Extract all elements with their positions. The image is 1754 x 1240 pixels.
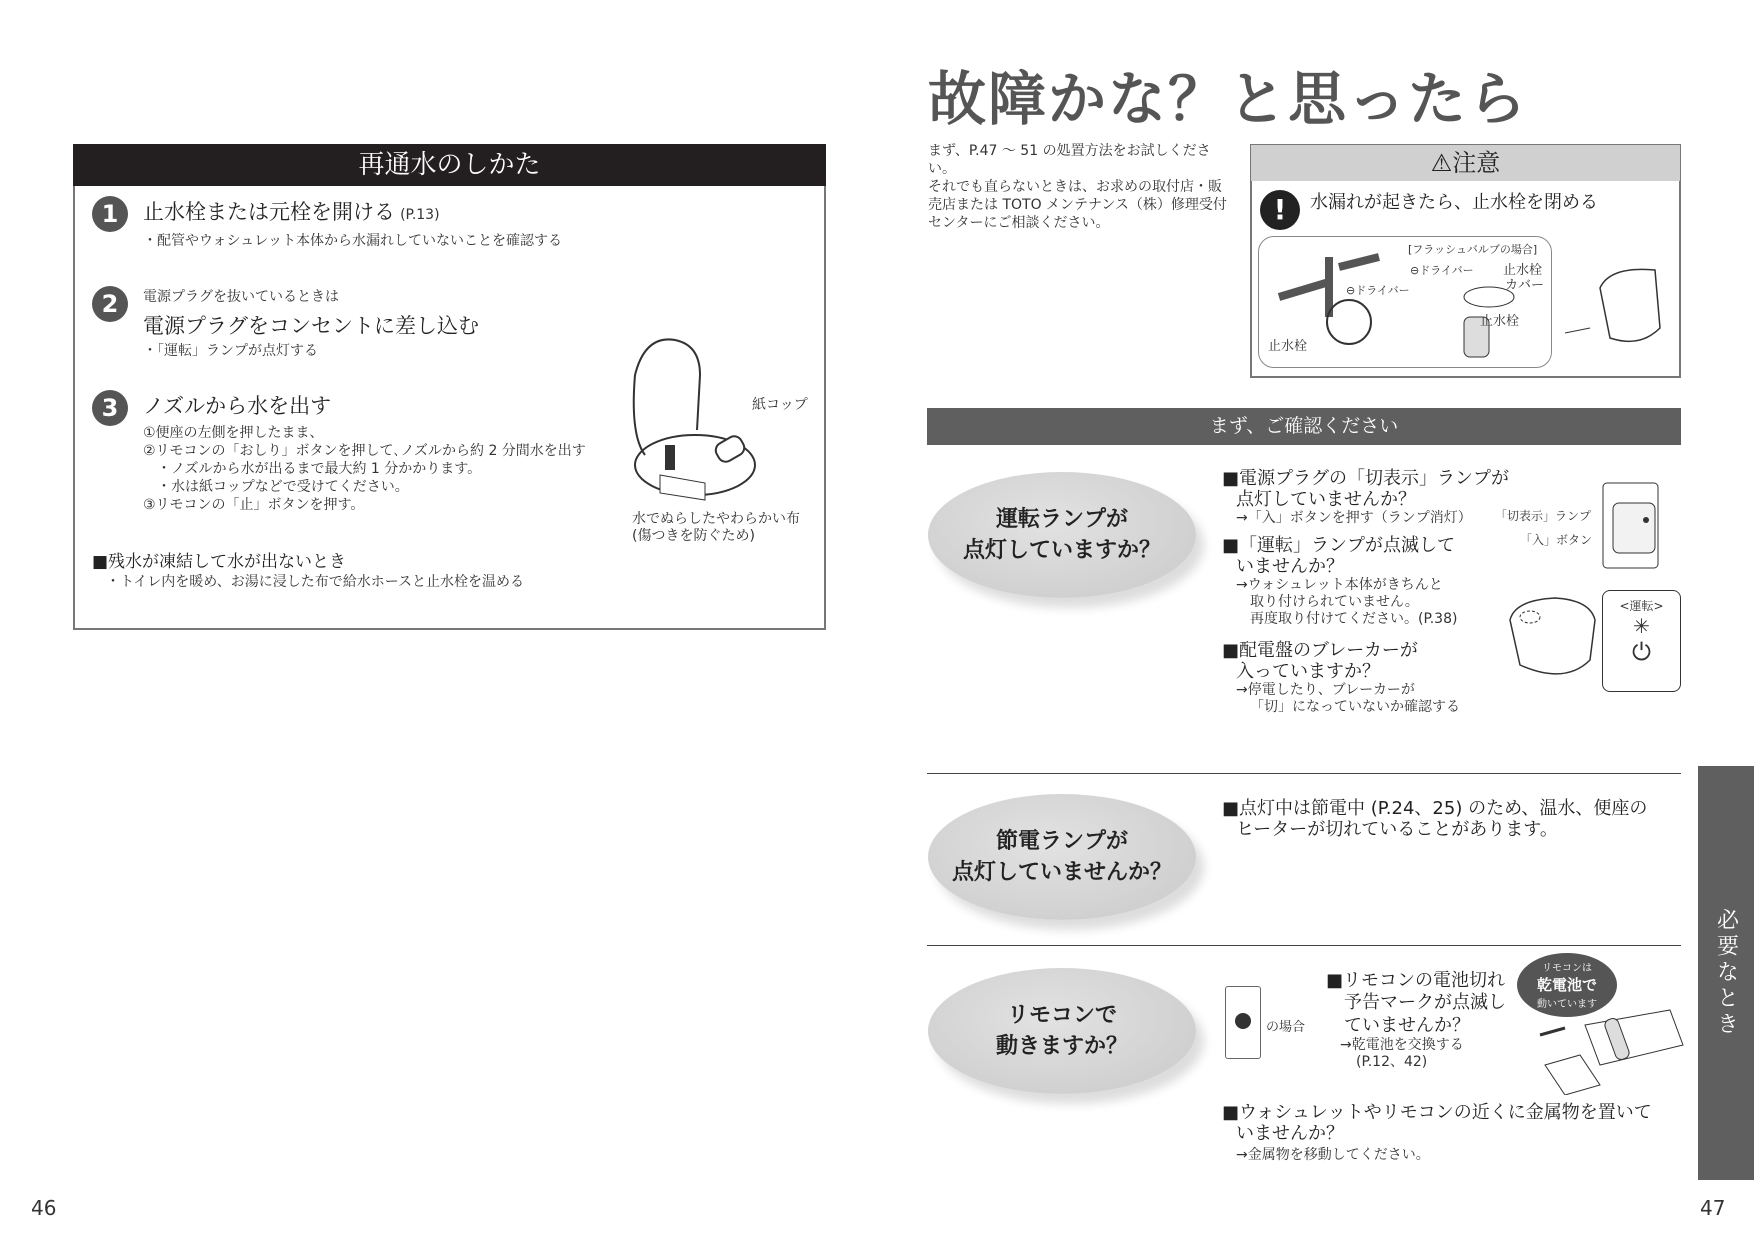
oval-text: 動きますか？ — [995, 1034, 1128, 1059]
check-question: ■点灯中は節電中 (P.24、25) のため、温水、便座の — [1222, 798, 1648, 819]
box-title: 再通水のしかた — [73, 144, 826, 186]
step-number: 2 — [92, 286, 128, 322]
oval-text: 運転ランプが — [995, 507, 1128, 532]
remote-control-icon — [1225, 986, 1261, 1059]
check-answer: →乾電池を交換する — [1340, 1037, 1464, 1053]
step-pre: 電源プラグを抜いているときは — [143, 289, 339, 305]
step-note: ②リモコンの「おしり」ボタンを押して､ノズルから約 2 分間水を出す — [143, 443, 586, 459]
step-title: 止水栓または元栓を開ける — [143, 200, 395, 224]
bubble-text: 乾電池で — [1536, 976, 1597, 994]
oval-text: リモコンで — [1006, 1003, 1117, 1028]
check-question: ヒーターが切れていることがあります。 — [1236, 819, 1558, 840]
checklist-remote-battery — [1326, 970, 1516, 1071]
caution-message: 水漏れが起きたら、止水栓を閉める — [1310, 192, 1598, 213]
step-1 — [143, 196, 562, 250]
step-note: ・「運転」ランプが点灯する — [143, 343, 318, 359]
label-valve: 止水栓 — [1268, 339, 1308, 354]
intro-text — [928, 142, 1233, 232]
checklist-run-lamp — [1222, 468, 1522, 716]
remote-case-label: の場合 — [1266, 1020, 1306, 1035]
check-question: ■ウォシュレットやリモコンの近くに金属物を置いて — [1222, 1102, 1652, 1123]
toilet-illustration — [1560, 258, 1675, 358]
question-oval-remote — [928, 968, 1196, 1094]
label-valve-3: 止水栓 — [1480, 314, 1520, 329]
checklist-metal — [1222, 1102, 1682, 1164]
checklist-eco-lamp — [1222, 798, 1672, 840]
lamp-blink-icon: ✳ — [1633, 614, 1650, 638]
step-title: ノズルから水を出す — [143, 394, 332, 418]
battery-compartment-illustration — [1525, 1000, 1685, 1095]
bubble-text: リモコンは — [1542, 963, 1592, 974]
step-number: 3 — [92, 390, 128, 426]
oval-text: 点灯していませんか？ — [951, 860, 1172, 885]
cup-label: 紙コップ — [752, 397, 808, 413]
run-lamp-callout — [1602, 590, 1681, 692]
label-driver: ⊖ドライバー — [1346, 284, 1410, 297]
toilet-body-illustration — [1505, 590, 1600, 685]
page-number-right: 47 — [1700, 1196, 1726, 1220]
check-answer: (P.12、42) — [1356, 1054, 1428, 1070]
step-note: ①便座の左側を押したまま、 — [143, 425, 324, 441]
intro-line: それでも直らないときは、お求めの取付店・販売店または TOTO メンテナンス（株）修理受付センターにご相談ください。 — [928, 179, 1227, 231]
question-oval-run-lamp — [928, 472, 1196, 598]
page-number-left: 46 — [31, 1196, 57, 1220]
check-question: ■電源プラグの「切表示」ランプが — [1222, 468, 1510, 489]
check-answer: →「入」ボタンを押す（ランプ消灯） — [1236, 510, 1472, 526]
frozen-note: ・トイレ内を暖め、お湯に浸した布で給水ホースと止水栓を温める — [106, 574, 525, 590]
check-answer: →ウォシュレット本体がきちんと — [1236, 577, 1443, 593]
frozen-heading: ■残水が凍結して水が出ないとき — [92, 552, 347, 572]
oval-text: 点灯していますか？ — [962, 538, 1161, 563]
step-title: 電源プラグをコンセントに差し込む — [143, 314, 479, 338]
warning-triangle-icon: ⚠ — [1430, 149, 1453, 177]
page-title: 故障かな？と思ったら — [928, 65, 1529, 133]
check-question: ■「運転」ランプが点滅して — [1222, 535, 1456, 556]
check-question: 入っていますか？ — [1236, 661, 1380, 682]
page-ref: (P.13) — [400, 207, 440, 223]
step-note: ・ノズルから水が出るまで最大約 1 分かかります。 — [157, 461, 482, 477]
step-3 — [143, 390, 586, 514]
check-question: いませんか？ — [1236, 1123, 1344, 1144]
cloth-label-note: (傷つきを防ぐため) — [632, 528, 755, 544]
caution-header — [1251, 145, 1680, 181]
label-valve-2: 止水栓 — [1503, 263, 1543, 278]
divider — [927, 773, 1681, 774]
power-icon: ⏻ — [1632, 638, 1651, 666]
check-question: いませんか？ — [1236, 556, 1344, 577]
check-question: 予告マークが点滅し — [1344, 992, 1506, 1013]
power-plug-illustration — [1598, 478, 1668, 578]
check-answer: 取り付けられていません。 — [1250, 594, 1419, 610]
section-tab[interactable]: 必要なとき — [1698, 766, 1754, 1180]
step-2 — [143, 288, 479, 360]
bubble-text: 動いています — [1537, 999, 1597, 1010]
exclamation-icon: ! — [1260, 190, 1300, 230]
check-question: ていませんか？ — [1344, 1015, 1470, 1036]
caution-title: 注意 — [1452, 149, 1501, 177]
step-number: 1 — [92, 196, 128, 232]
label-driver-2: ⊖ドライバー — [1410, 264, 1474, 277]
oval-text: 節電ランプが — [995, 829, 1128, 854]
label-off-lamp: 「切表示」ランプ — [1495, 509, 1592, 523]
label-flush-valve: [フラッシュバルブの場合] — [1408, 243, 1538, 256]
cloth-label: 水でぬらしたやわらかい布 — [632, 511, 800, 527]
check-first-bar: まず、ご確認ください — [927, 408, 1681, 445]
label-on-button: 「入」ボタン — [1520, 533, 1593, 547]
label-cover: カバー — [1505, 278, 1545, 293]
check-question: ■リモコンの電池切れ — [1326, 970, 1506, 991]
step-note: ・水は紙コップなどで受けてください。 — [157, 479, 409, 495]
check-answer: →金属物を移動してください。 — [1236, 1147, 1430, 1163]
check-question: 点灯していませんか？ — [1236, 489, 1416, 510]
step-note: ③リモコンの「止」ボタンを押す。 — [143, 497, 365, 513]
check-answer: 再度取り付けてください。(P.38) — [1250, 611, 1458, 627]
toilet-seat-illustration — [625, 335, 765, 505]
intro-line: まず、P.47 ～ 51 の処置方法をお試しください。 — [928, 143, 1211, 177]
step-note: ・配管やウォシュレット本体から水漏れしていないことを確認する — [143, 233, 563, 249]
divider — [927, 945, 1681, 946]
run-label: <運転> — [1619, 599, 1664, 613]
check-answer: 「切」になっていないか確認する — [1250, 699, 1460, 715]
check-answer: →停電したり、ブレーカーが — [1236, 682, 1415, 698]
question-oval-eco-lamp — [928, 794, 1196, 920]
check-question: ■配電盤のブレーカーが — [1222, 640, 1418, 661]
